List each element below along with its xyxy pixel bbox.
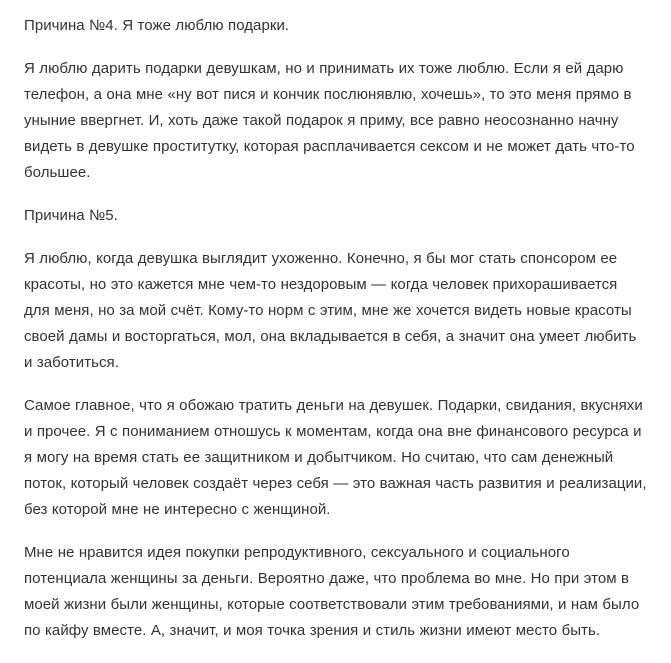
article-text-body — [24, 13, 647, 644]
paragraph-spending-money: Самое главное, что я обожаю тратить деньги на девушек. Подарки, свидания, вкусняхи и прочее. Я с пониманием отношусь к моментам, когда она вне финансового ресурса и я могу на время стать ее защитником и добытчиком. Но считаю, что сам денежный поток, который человек создаёт через себя — это важная часть развития и реализации, без которой мне не интересно с женщиной. — [24, 397, 647, 518]
paragraph-reason-4-heading: Причина №4. Я тоже люблю подарки. — [24, 17, 290, 34]
paragraph-reason-5-heading: Причина №5. — [24, 207, 118, 224]
paragraph-conclusion: Мне не нравится идея покупки репродуктивного, сексуального и социального потенциала женщины за деньги. Вероятно даже, что проблема во мне. Но при этом в моей жизни были женщины, которые соответствовали этим требованиями, и нам было по кайфу вместе. А, значит, и моя точка зрения и стиль жизни имеют место быть. — [24, 544, 640, 639]
paragraph-reason-5-body: Я люблю, когда девушка выглядит ухоженно. Конечно, я бы мог стать спонсором ее красоты, но это кажется мне чем-то нездоровым — когда человек прихорашивается для меня, но за мой счёт. Кому-то норм с этим, мне же хочется видеть новые красоты своей дамы и восторгаться, мол, она вкладывается в себя, а значит она умеет любить и заботиться. — [24, 250, 637, 371]
paragraph-reason-4-body: Я люблю дарить подарки девушкам, но и принимать их тоже люблю. Если я ей дарю телефон, а она мне «ну вот пися и кончик послюнявлю, хочешь», то это меня прямо в уныние ввергнет. И, хоть даже такой подарок я приму, все равно неосознанно начну видеть в девушке проститутку, которая расплачивается сексом и не может дать что-то большее. — [24, 60, 635, 181]
